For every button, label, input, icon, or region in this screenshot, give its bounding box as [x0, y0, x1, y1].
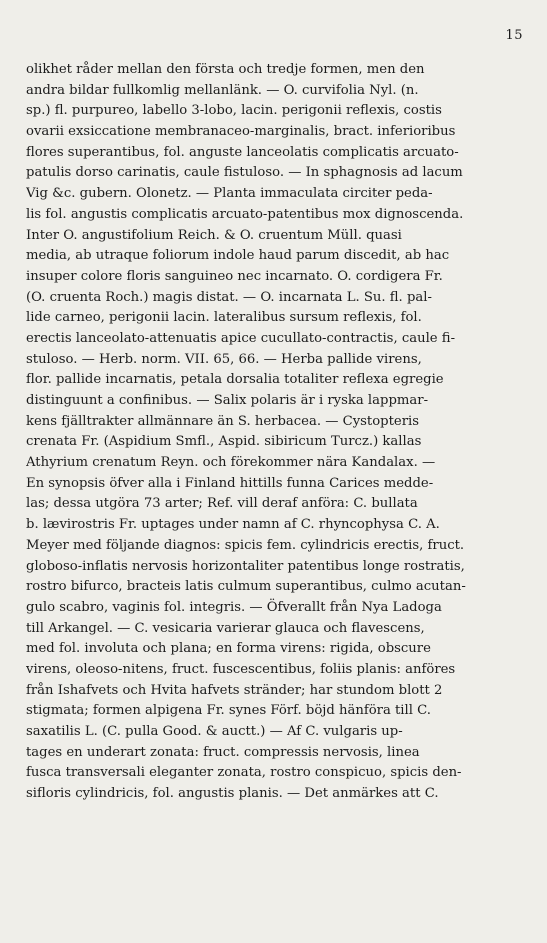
text-line: ovarii exsiccatione membranaceo-marginalis, bract. inferioribus	[26, 124, 456, 140]
text-line: flores superantibus, fol. anguste lanceolatis complicatis arcuato-	[26, 144, 459, 160]
text-line: från Ishafvets och Hvita hafvets stränder; har stundom blott 2	[26, 682, 443, 698]
page-number: 15	[505, 28, 523, 43]
text-line: tages en underart zonata: fruct. compressis nervosis, linea	[26, 744, 420, 760]
text-line: media, ab utraque foliorum indole haud parum discedit, ab hac	[26, 248, 450, 264]
text-line: olikhet råder mellan den första och tredje formen, men den	[26, 62, 425, 77]
text-line: andra bildar fullkomlig mellanlänk. — O. curvifolia Nyl. (n.	[26, 82, 419, 98]
text-line: stuloso. — Herb. norm. VII. 65, 66. — Herba pallide virens,	[26, 351, 422, 367]
text-line: gulo scabro, vaginis fol. integris. — Öfverallt från Nya Ladoga	[26, 599, 442, 615]
text-line: flor. pallide incarnatis, petala dorsalia totaliter reflexa egregie	[26, 372, 444, 388]
text-line: insuper colore floris sanguineo nec incarnato. O. cordigera Fr.	[26, 268, 443, 284]
text-line: till Arkangel. — C. vesicaria varierar glauca och flavescens,	[26, 620, 425, 636]
text-line: En synopsis öfver alla i Finland hittills funna Carices medde-	[26, 475, 434, 491]
text-line: virens, oleoso-nitens, fruct. fuscescentibus, foliis planis: anföres	[26, 661, 456, 677]
text-line: fusca transversali eleganter zonata, rostro conspicuo, spicis den-	[26, 765, 462, 781]
text-line: lide carneo, perigonii lacin. lateralibus sursum reflexis, fol.	[26, 310, 422, 326]
text-line: stigmata; formen alpigena Fr. synes Förf. böjd hänföra till C.	[26, 703, 431, 719]
text-line: med fol. involuta och plana; en forma virens: rigida, obscure	[26, 641, 431, 657]
text-line: globoso-inflatis nervosis horizontaliter patentibus longe rostratis,	[26, 558, 465, 574]
text-line: Inter O. angustifolium Reich. & O. cruentum Müll. quasi	[26, 227, 402, 243]
text-line: erectis lanceolato-attenuatis apice cucullato-contractis, caule fi-	[26, 330, 456, 346]
text-line: saxatilis L. (C. pulla Good. & auctt.) — Af C. vulgaris up-	[26, 724, 403, 739]
text-line: distinguunt a confinibus. — Salix polaris är i ryska lappmar-	[26, 393, 429, 408]
text-line: sifloris cylindricis, fol. angustis planis. — Det anmärkes att C.	[26, 786, 439, 802]
text-line: crenata Fr. (Aspidium Smfl., Aspid. sibiricum Turcz.) kallas	[26, 434, 422, 450]
text-line: Vig &c. gubern. Olonetz. — Planta immaculata circiter peda-	[26, 186, 433, 202]
text-line: Meyer med följande diagnos: spicis fem. cylindricis erectis, fruct.	[26, 537, 465, 553]
text-line: b. lævirostris Fr. uptages under namn af C. rhyncophysa C. A.	[26, 517, 440, 533]
text-line: las; dessa utgöra 73 arter; Ref. vill deraf anföra: C. bullata	[26, 496, 418, 512]
text-line: Athyrium crenatum Reyn. och förekommer nära Kandalax. —	[26, 455, 436, 471]
text-line: kens fjälltrakter allmännare än S. herbacea. — Cystopteris	[26, 413, 419, 429]
text-line: (O. cruenta Roch.) magis distat. — O. incarnata L. Su. fl. pal-	[26, 289, 432, 305]
text-line: lis fol. angustis complicatis arcuato-patentibus mox dignoscenda.	[26, 206, 464, 222]
text-line: patulis dorso carinatis, caule fistuloso. — In sphagnosis ad lacum	[26, 165, 463, 181]
body-text	[26, 60, 510, 805]
text-line: rostro bifurco, bracteis latis culmum superantibus, culmo acutan-	[26, 579, 466, 595]
text-line: sp.) fl. purpureo, labello 3-lobo, lacin. perigonii reflexis, costis	[26, 103, 442, 119]
